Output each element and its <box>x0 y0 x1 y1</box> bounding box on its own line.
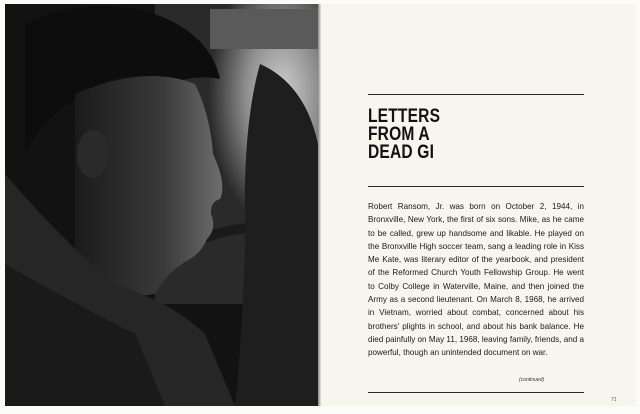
article-title <box>368 108 557 162</box>
continued-label: (continued) <box>519 377 545 383</box>
title-line-1: LETTERS <box>368 106 441 127</box>
article-page <box>321 4 636 406</box>
page-number: 71 <box>611 397 617 403</box>
footer-rule <box>368 392 584 393</box>
title-bottom-rule <box>368 186 584 187</box>
portrait-photo <box>5 4 318 406</box>
title-top-rule <box>368 94 584 95</box>
title-line-2: FROM A <box>368 124 430 145</box>
title-line-3: DEAD GI <box>368 142 435 163</box>
soldier-profile-photo <box>5 4 318 406</box>
article-intro: Robert Ransom, Jr. was born on October 2, 1944, in Bronxville, New York, the first of six sons. Mike, as he came to be called, grew up handsome and likable. He played on the Bronxville High soccer team, sang a leading role in Kiss Me Kate, was literary editor of the yearbook, and president of the Reformed Church Youth Fellowship Group. He went to Colby College in Waterville, Maine, and then joined the Army as a second lieutenant. On March 8, 1968, he arrived in Vietnam, worried about combat, concerned about his brothers' plights in school, and about his bank balance. He died painfully on May 11, 1968, leaving family, friends, and a powerful, though an unintended document on war. <box>368 202 584 358</box>
